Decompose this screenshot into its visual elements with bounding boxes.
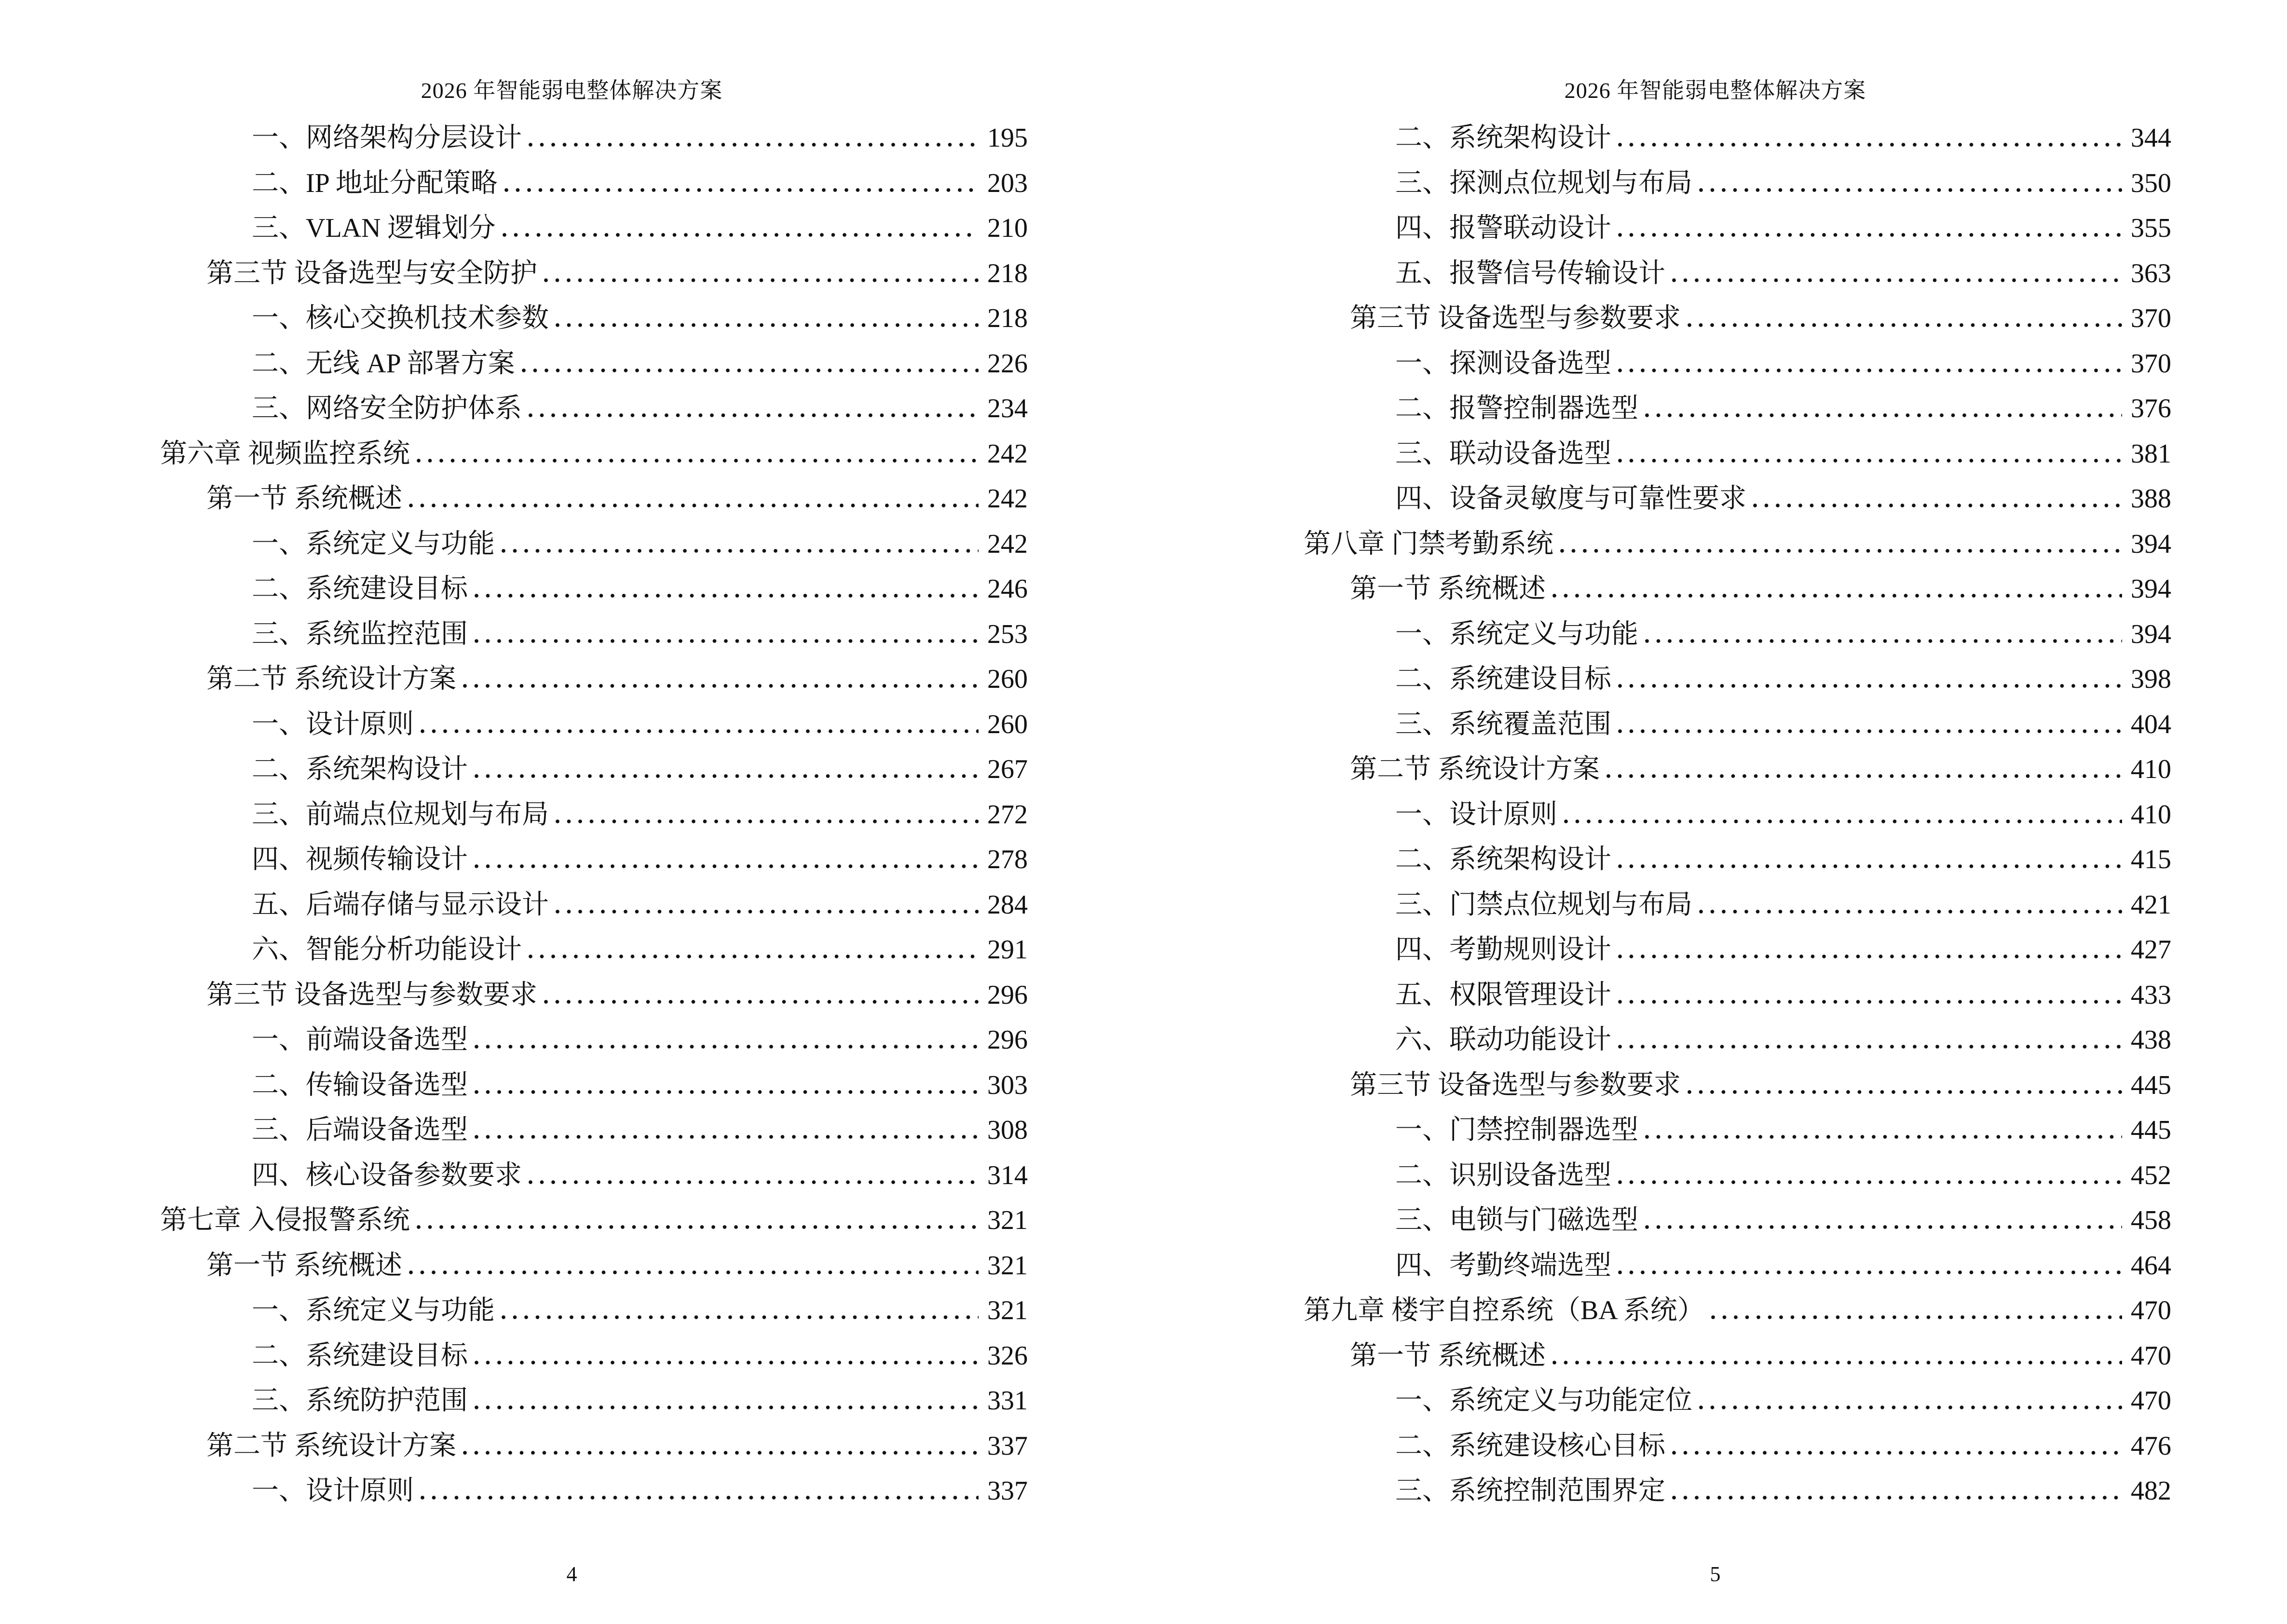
toc-entry-page: 242: [987, 484, 1028, 514]
toc-entry-page: 242: [987, 529, 1028, 559]
toc-entry-title: 三、门禁点位规划与布局: [1395, 889, 1692, 920]
dot-leader: [409, 1270, 979, 1274]
dot-leader: [556, 910, 979, 914]
toc-entry-title: 第一节 系统概述: [206, 484, 402, 514]
toc-entry-title: 二、IP 地址分配策略: [252, 168, 498, 198]
toc-entry[interactable]: [1304, 928, 2171, 973]
toc-entry-page: 321: [987, 1205, 1028, 1235]
toc-entry[interactable]: [160, 837, 1028, 883]
toc-entry-title: 三、VLAN 逻辑划分: [252, 213, 496, 243]
toc-entry-title: 三、系统监控范围: [252, 619, 468, 649]
toc-entry[interactable]: [160, 1018, 1028, 1063]
toc-entry[interactable]: [160, 612, 1028, 657]
toc-entry[interactable]: [1304, 973, 2171, 1018]
toc-entry[interactable]: [160, 973, 1028, 1018]
toc-entry-page: 376: [2131, 394, 2171, 423]
dot-leader: [475, 1135, 979, 1139]
toc-entry-title: 二、系统架构设计: [252, 754, 468, 784]
toc-entry-title: 一、系统定义与功能: [252, 1296, 495, 1325]
toc-entry-title: 第三节 设备选型与安全防护: [206, 258, 537, 288]
toc-entry-page: 370: [2131, 348, 2171, 379]
toc-entry[interactable]: [160, 432, 1028, 477]
toc-entry[interactable]: [1304, 477, 2171, 522]
toc-entry[interactable]: [1304, 1469, 2171, 1514]
toc-entry-page: 470: [2131, 1340, 2171, 1371]
toc-entry[interactable]: [1304, 702, 2171, 748]
toc-entry[interactable]: [160, 477, 1028, 522]
toc-entry-title: 一、设计原则: [252, 1476, 414, 1506]
toc-entry-page: 296: [987, 980, 1028, 1010]
toc-entry[interactable]: [1304, 657, 2171, 702]
dot-leader: [529, 955, 979, 958]
dot-leader: [1618, 233, 2122, 237]
toc-entry-page: 388: [2131, 484, 2171, 514]
toc-entry-title: 第九章 楼宇自控系统（BA 系统）: [1304, 1296, 1704, 1325]
toc-entry-title: 四、报警联动设计: [1395, 213, 1611, 243]
toc-entry[interactable]: [160, 883, 1028, 928]
toc-entry-page: 321: [987, 1296, 1028, 1325]
dot-leader: [1699, 910, 2122, 914]
toc-entry[interactable]: [1304, 251, 2171, 297]
toc-entry-page: 464: [2131, 1250, 2171, 1281]
dot-leader: [1672, 1451, 2122, 1455]
toc-entry[interactable]: [1304, 116, 2171, 161]
toc-entry[interactable]: [1304, 567, 2171, 612]
toc-entry-page: 203: [987, 168, 1028, 198]
toc-entry-title: 三、联动设备选型: [1395, 438, 1611, 469]
dot-leader: [529, 413, 979, 417]
toc-entry-title: 第二节 系统设计方案: [1350, 754, 1600, 784]
toc-entry-page: 272: [987, 799, 1028, 830]
toc-entry[interactable]: [1304, 522, 2171, 567]
dot-leader: [556, 323, 979, 327]
toc-entry-page: 337: [987, 1476, 1028, 1506]
toc-entry-title: 三、后端设备选型: [252, 1115, 468, 1145]
dot-leader: [1560, 549, 2122, 553]
toc-list: [160, 116, 1028, 1514]
toc-entry-page: 410: [2131, 799, 2171, 830]
toc-entry[interactable]: [160, 1288, 1028, 1334]
dot-leader: [1618, 955, 2122, 958]
toc-entry-page: 470: [2131, 1386, 2171, 1416]
toc-entry-page: 394: [2131, 574, 2171, 604]
toc-entry[interactable]: [1304, 1334, 2171, 1379]
dot-leader: [1564, 819, 2122, 823]
toc-entry-title: 二、系统建设核心目标: [1395, 1431, 1665, 1461]
toc-entry[interactable]: [160, 657, 1028, 702]
dot-leader: [417, 459, 979, 463]
document-title-header: 2026 年智能弱电整体解决方案: [1564, 78, 1866, 103]
toc-entry-page: 296: [987, 1025, 1028, 1055]
toc-entry-page: 381: [2131, 438, 2171, 469]
dot-leader: [1645, 1135, 2122, 1139]
toc-entry-page: 445: [2131, 1115, 2171, 1145]
toc-entry-title: 一、系统定义与功能定位: [1395, 1386, 1692, 1416]
dot-leader: [529, 143, 979, 147]
toc-entry[interactable]: [1304, 1063, 2171, 1108]
toc-entry[interactable]: [1304, 341, 2171, 387]
dot-leader: [1618, 729, 2122, 733]
toc-entry-title: 第二节 系统设计方案: [206, 664, 456, 694]
toc-entry-title: 第一节 系统概述: [1350, 574, 1546, 604]
page-number: 5: [1710, 1562, 1721, 1586]
toc-entry[interactable]: [1304, 837, 2171, 883]
toc-entry-title: 四、设备灵敏度与可靠性要求: [1395, 484, 1746, 514]
toc-entry-title: 二、系统架构设计: [1395, 123, 1611, 153]
toc-page-right: [1144, 0, 2287, 1624]
toc-entry[interactable]: [1304, 1288, 2171, 1334]
toc-entry[interactable]: [160, 1424, 1028, 1469]
toc-entry-page: 350: [2131, 168, 2171, 198]
dot-leader: [1672, 278, 2122, 282]
toc-entry-title: 三、系统覆盖范围: [1395, 709, 1611, 739]
dot-leader: [504, 188, 979, 192]
toc-entry-title: 第六章 视频监控系统: [160, 438, 410, 469]
page-number: 4: [566, 1562, 577, 1586]
toc-entry-title: 第二节 系统设计方案: [206, 1431, 456, 1461]
toc-entry[interactable]: [1304, 1108, 2171, 1153]
dot-leader: [1552, 1361, 2122, 1365]
toc-entry-page: 278: [987, 845, 1028, 874]
toc-entry-page: 303: [987, 1070, 1028, 1100]
toc-entry-page: 404: [2131, 709, 2171, 739]
toc-entry[interactable]: [160, 1243, 1028, 1289]
dot-leader: [475, 774, 979, 778]
toc-entry-page: 482: [2131, 1476, 2171, 1506]
toc-entry-title: 第三节 设备选型与参数要求: [1350, 1070, 1681, 1100]
toc-entry-page: 195: [987, 123, 1028, 153]
dot-leader: [1711, 1315, 2122, 1319]
toc-entry-title: 三、系统控制范围界定: [1395, 1476, 1665, 1506]
toc-entry-page: 410: [2131, 754, 2171, 784]
toc-entry-title: 二、系统架构设计: [1395, 845, 1611, 874]
toc-entry-page: 267: [987, 754, 1028, 784]
toc-entry[interactable]: [160, 161, 1028, 206]
toc-entry-title: 第一节 系统概述: [206, 1250, 402, 1281]
toc-entry-page: 246: [987, 574, 1028, 604]
toc-entry[interactable]: [1304, 1378, 2171, 1424]
toc-entry-title: 二、无线 AP 部署方案: [252, 348, 515, 379]
dot-leader: [475, 1045, 979, 1049]
toc-entry[interactable]: [160, 341, 1028, 387]
toc-entry-title: 一、网络架构分层设计: [252, 123, 522, 153]
toc-entry[interactable]: [160, 1153, 1028, 1199]
dot-leader: [1618, 143, 2122, 147]
toc-entry-title: 一、前端设备选型: [252, 1025, 468, 1055]
toc-entry-title: 一、设计原则: [252, 709, 414, 739]
toc-entry-title: 一、探测设备选型: [1395, 348, 1611, 379]
toc-entry-page: 438: [2131, 1025, 2171, 1055]
toc-entry-page: 458: [2131, 1205, 2171, 1235]
toc-entry[interactable]: [160, 567, 1028, 612]
toc-entry-title: 一、核心交换机技术参数: [252, 303, 549, 333]
toc-entry-title: 二、系统建设目标: [252, 1340, 468, 1371]
toc-entry-page: 234: [987, 394, 1028, 423]
toc-entry[interactable]: [1304, 1424, 2171, 1469]
toc-entry-page: 445: [2131, 1070, 2171, 1100]
toc-entry-title: 六、智能分析功能设计: [252, 935, 522, 965]
dot-leader: [1688, 323, 2122, 327]
toc-entry[interactable]: [160, 1198, 1028, 1243]
toc-entry[interactable]: [160, 747, 1028, 792]
toc-entry[interactable]: [1304, 206, 2171, 251]
dot-leader: [1618, 1180, 2122, 1184]
dot-leader: [1699, 1406, 2122, 1409]
dot-leader: [556, 819, 979, 823]
dot-leader: [463, 1451, 979, 1455]
toc-entry-page: 284: [987, 889, 1028, 920]
dot-leader: [475, 1090, 979, 1094]
dot-leader: [503, 233, 979, 237]
dot-leader: [1618, 684, 2122, 688]
dot-leader: [475, 1361, 979, 1365]
toc-entry[interactable]: [160, 792, 1028, 838]
toc-entry[interactable]: [1304, 747, 2171, 792]
toc-entry-title: 第三节 设备选型与参数要求: [1350, 303, 1681, 333]
toc-entry[interactable]: [1304, 1018, 2171, 1063]
dot-leader: [475, 639, 979, 643]
toc-entry-title: 二、系统建设目标: [252, 574, 468, 604]
dot-leader: [1645, 639, 2122, 643]
toc-entry-title: 第八章 门禁考勤系统: [1304, 529, 1553, 559]
toc-entry-page: 337: [987, 1431, 1028, 1461]
toc-entry-page: 394: [2131, 529, 2171, 559]
dot-leader: [475, 1406, 979, 1409]
toc-entry-page: 433: [2131, 980, 2171, 1010]
toc-entry[interactable]: [1304, 1153, 2171, 1199]
toc-entry-title: 六、联动功能设计: [1395, 1025, 1611, 1055]
toc-entry-page: 218: [987, 258, 1028, 288]
toc-entry-page: 331: [987, 1386, 1028, 1416]
toc-entry[interactable]: [1304, 161, 2171, 206]
toc-entry-page: 344: [2131, 123, 2171, 153]
toc-entry-page: 370: [2131, 303, 2171, 333]
toc-entry-page: 210: [987, 213, 1028, 243]
toc-entry-page: 398: [2131, 664, 2171, 694]
dot-leader: [1618, 1000, 2122, 1004]
toc-entry[interactable]: [1304, 883, 2171, 928]
toc-entry-title: 三、电锁与门磁选型: [1395, 1205, 1638, 1235]
toc-entry[interactable]: [160, 206, 1028, 251]
toc-entry[interactable]: [160, 928, 1028, 973]
dot-leader: [1618, 1045, 2122, 1049]
toc-entry-title: 三、网络安全防护体系: [252, 394, 522, 423]
dot-leader: [475, 864, 979, 868]
toc-entry-page: 218: [987, 303, 1028, 333]
toc-entry-page: 260: [987, 664, 1028, 694]
toc-entry-page: 452: [2131, 1160, 2171, 1190]
toc-entry[interactable]: [1304, 612, 2171, 657]
dot-leader: [1699, 188, 2122, 192]
dot-leader: [544, 278, 979, 282]
toc-entry[interactable]: [160, 522, 1028, 567]
toc-list: [1304, 116, 2171, 1514]
toc-entry-page: 415: [2131, 845, 2171, 874]
toc-entry-title: 第三节 设备选型与参数要求: [206, 980, 537, 1010]
toc-entry[interactable]: [160, 386, 1028, 432]
toc-entry[interactable]: [1304, 792, 2171, 838]
dot-leader: [502, 1315, 979, 1319]
document-title-header: 2026 年智能弱电整体解决方案: [421, 78, 723, 103]
toc-entry[interactable]: [160, 116, 1028, 161]
toc-entry-page: 470: [2131, 1296, 2171, 1325]
toc-entry[interactable]: [160, 1469, 1028, 1514]
toc-entry[interactable]: [160, 1378, 1028, 1424]
dot-leader: [1645, 413, 2122, 417]
toc-entry-page: 226: [987, 348, 1028, 379]
toc-entry[interactable]: [160, 702, 1028, 748]
dot-leader: [1618, 864, 2122, 868]
toc-entry-page: 427: [2131, 935, 2171, 965]
dot-leader: [544, 1000, 979, 1004]
toc-entry-title: 一、系统定义与功能: [1395, 619, 1638, 649]
toc-entry[interactable]: [160, 251, 1028, 297]
dot-leader: [1618, 1270, 2122, 1274]
toc-entry-page: 260: [987, 709, 1028, 739]
dot-leader: [1618, 459, 2122, 463]
dot-leader: [502, 549, 979, 553]
toc-entry[interactable]: [1304, 432, 2171, 477]
dot-leader: [1672, 1496, 2122, 1500]
dot-leader: [463, 684, 979, 688]
dot-leader: [421, 729, 979, 733]
dot-leader: [1688, 1090, 2122, 1094]
toc-entry-title: 一、系统定义与功能: [252, 529, 495, 559]
toc-entry-title: 四、核心设备参数要求: [252, 1160, 522, 1190]
toc-entry[interactable]: [160, 296, 1028, 341]
toc-entry-title: 二、识别设备选型: [1395, 1160, 1611, 1190]
toc-entry-title: 一、设计原则: [1395, 799, 1557, 830]
toc-entry-title: 五、报警信号传输设计: [1395, 258, 1665, 288]
dot-leader: [475, 594, 979, 598]
toc-entry[interactable]: [160, 1108, 1028, 1153]
toc-entry-title: 三、前端点位规划与布局: [252, 799, 549, 830]
toc-entry-title: 一、门禁控制器选型: [1395, 1115, 1638, 1145]
dot-leader: [421, 1496, 979, 1500]
toc-entry-title: 二、报警控制器选型: [1395, 394, 1638, 423]
toc-entry-page: 363: [2131, 258, 2171, 288]
toc-entry-title: 五、权限管理设计: [1395, 980, 1611, 1010]
toc-entry-title: 五、后端存储与显示设计: [252, 889, 549, 920]
dot-leader: [417, 1225, 979, 1229]
toc-entry[interactable]: [1304, 386, 2171, 432]
toc-entry-title: 四、考勤规则设计: [1395, 935, 1611, 965]
toc-entry-page: 314: [987, 1160, 1028, 1190]
toc-entry-title: 第一节 系统概述: [1350, 1340, 1546, 1371]
toc-entry-page: 355: [2131, 213, 2171, 243]
dot-leader: [1753, 504, 2122, 507]
dot-leader: [1552, 594, 2122, 598]
toc-entry[interactable]: [160, 1334, 1028, 1379]
toc-entry-page: 476: [2131, 1431, 2171, 1461]
toc-entry-page: 394: [2131, 619, 2171, 649]
toc-entry[interactable]: [160, 1063, 1028, 1108]
toc-entry[interactable]: [1304, 296, 2171, 341]
toc-entry-title: 二、传输设备选型: [252, 1070, 468, 1100]
dot-leader: [1645, 1225, 2122, 1229]
toc-entry-title: 第七章 入侵报警系统: [160, 1205, 410, 1235]
toc-entry-page: 326: [987, 1340, 1028, 1371]
toc-entry[interactable]: [1304, 1198, 2171, 1243]
toc-entry-page: 421: [2131, 889, 2171, 920]
dot-leader: [409, 504, 979, 507]
dot-leader: [1606, 774, 2122, 778]
dot-leader: [529, 1180, 979, 1184]
toc-entry-title: 三、探测点位规划与布局: [1395, 168, 1692, 198]
toc-entry-page: 242: [987, 438, 1028, 469]
toc-entry-page: 253: [987, 619, 1028, 649]
toc-entry-page: 308: [987, 1115, 1028, 1145]
dot-leader: [1618, 368, 2122, 372]
toc-entry-title: 三、系统防护范围: [252, 1386, 468, 1416]
toc-entry-page: 321: [987, 1250, 1028, 1281]
toc-entry-title: 四、考勤终端选型: [1395, 1250, 1611, 1281]
toc-entry-title: 二、系统建设目标: [1395, 664, 1611, 694]
toc-entry-page: 291: [987, 935, 1028, 965]
toc-entry-title: 四、视频传输设计: [252, 845, 468, 874]
dot-leader: [522, 368, 979, 372]
toc-entry[interactable]: [1304, 1243, 2171, 1289]
